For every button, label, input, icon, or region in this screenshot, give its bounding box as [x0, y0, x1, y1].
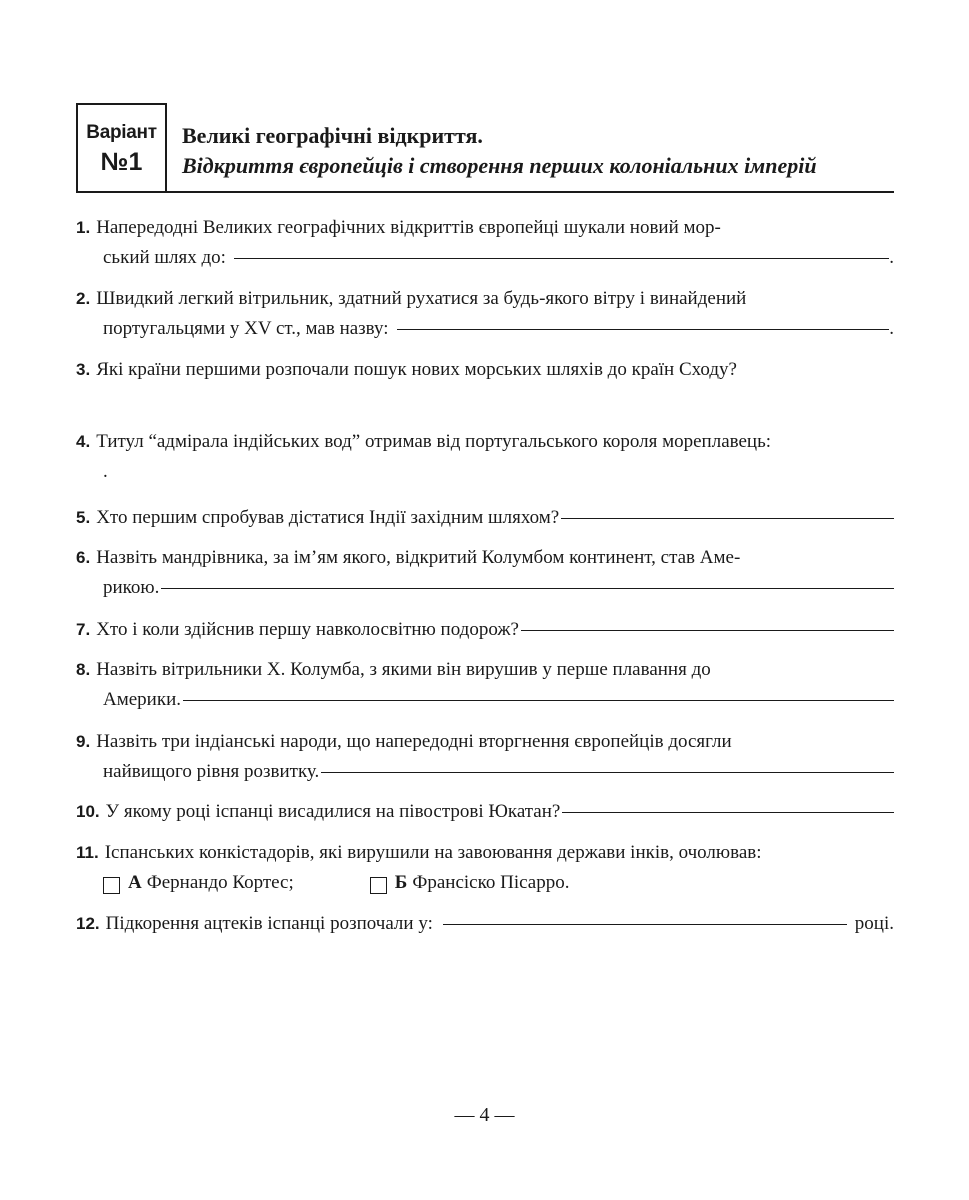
question-11	[76, 838, 894, 898]
question-text: Напередодні Великих географічних відкриттів європейці шукали новий мор-	[96, 217, 721, 238]
choice-b-text: Франсіско Пісарро.	[412, 872, 570, 893]
question-number: 3.	[76, 360, 91, 379]
question-tail: .	[889, 247, 894, 268]
question-text-cont: найвищого рівня розвитку.	[103, 761, 320, 782]
question-text: Хто і коли здійснив першу навколосвітню подорож?	[96, 619, 519, 640]
question-9	[76, 727, 894, 787]
choice-b[interactable]	[370, 868, 570, 898]
choice-a[interactable]	[103, 868, 294, 898]
question-text-cont: Америки.	[103, 689, 181, 710]
question-2	[76, 284, 894, 344]
question-number: 7.	[76, 620, 91, 639]
question-number: 2.	[76, 289, 91, 308]
question-number: 6.	[76, 548, 91, 567]
question-number: 8.	[76, 660, 91, 679]
question-tail: .	[889, 318, 894, 339]
question-text: Назвіть мандрівника, за ім’ям якого, відкритий Колумбом континент, став Аме-	[96, 547, 741, 568]
question-number: 11.	[76, 843, 99, 862]
page-number: — 4 —	[454, 1104, 515, 1126]
variant-number: №1	[100, 148, 143, 176]
question-text: Підкорення ацтеків іспанці розпочали у:	[105, 913, 433, 934]
question-10	[76, 797, 894, 827]
question-text: У якому році іспанці висадилися на півострові Юкатан?	[105, 801, 561, 822]
question-tail: році.	[854, 913, 894, 934]
variant-label: Варіант	[86, 122, 157, 143]
question-number: 9.	[76, 732, 91, 751]
answer-blank[interactable]	[561, 518, 894, 519]
checkbox-a[interactable]	[103, 877, 120, 894]
question-5	[76, 503, 894, 533]
question-1	[76, 213, 894, 273]
question-tail: .	[103, 461, 108, 482]
question-number: 1.	[76, 218, 91, 237]
question-text: Титул “адмірала індійських вод” отримав від португальського короля мореплавець:	[96, 431, 772, 452]
page-subtitle: Відкриття європейців і створення перших колоніальних імперій	[182, 153, 817, 178]
question-text-cont: ський шлях до:	[103, 247, 226, 268]
question-number: 5.	[76, 508, 91, 527]
question-12	[76, 909, 894, 939]
choice-a-text: Фернандо Кортес;	[146, 872, 294, 893]
question-8	[76, 655, 894, 715]
answer-blank[interactable]	[397, 329, 890, 330]
question-number: 4.	[76, 432, 91, 451]
answer-blank[interactable]	[443, 924, 847, 925]
question-text-cont: португальцями у XV ст., мав назву:	[103, 318, 389, 339]
question-text: Назвіть вітрильники Х. Колумба, з якими він вирушив у перше плавання до	[96, 659, 711, 680]
answer-blank[interactable]	[183, 700, 894, 701]
question-text-cont: рикою.	[103, 577, 160, 598]
choice-a-letter: А	[128, 872, 142, 893]
answer-blank[interactable]	[521, 630, 894, 631]
answer-blank[interactable]	[161, 588, 894, 589]
question-text: Які країни першими розпочали пошук нових морських шляхів до країн Сходу?	[96, 359, 737, 380]
question-number: 12.	[76, 914, 100, 933]
question-text: Хто першим спробував дістатися Індії західним шляхом?	[96, 507, 560, 528]
question-text: Назвіть три індіанські народи, що напередодні вторгнення європейців досягли	[96, 731, 732, 752]
question-text: Швидкий легкий вітрильник, здатний рухатися за будь-якого вітру і винайдений	[96, 288, 747, 309]
checkbox-b[interactable]	[370, 877, 387, 894]
question-number: 10.	[76, 802, 100, 821]
question-text: Іспанських конкістадорів, які вирушили на завоювання держави інків, очолював:	[104, 842, 762, 863]
variant-box	[76, 103, 167, 191]
question-4	[76, 427, 894, 487]
question-3	[76, 355, 894, 385]
answer-blank[interactable]	[562, 812, 894, 813]
answer-blank[interactable]	[321, 772, 894, 773]
question-7	[76, 615, 894, 645]
header-divider	[76, 191, 894, 193]
question-6	[76, 543, 894, 603]
choice-b-letter: Б	[394, 872, 408, 893]
page-title: Великі географічні відкриття.	[182, 123, 483, 148]
answer-blank[interactable]	[234, 258, 889, 259]
